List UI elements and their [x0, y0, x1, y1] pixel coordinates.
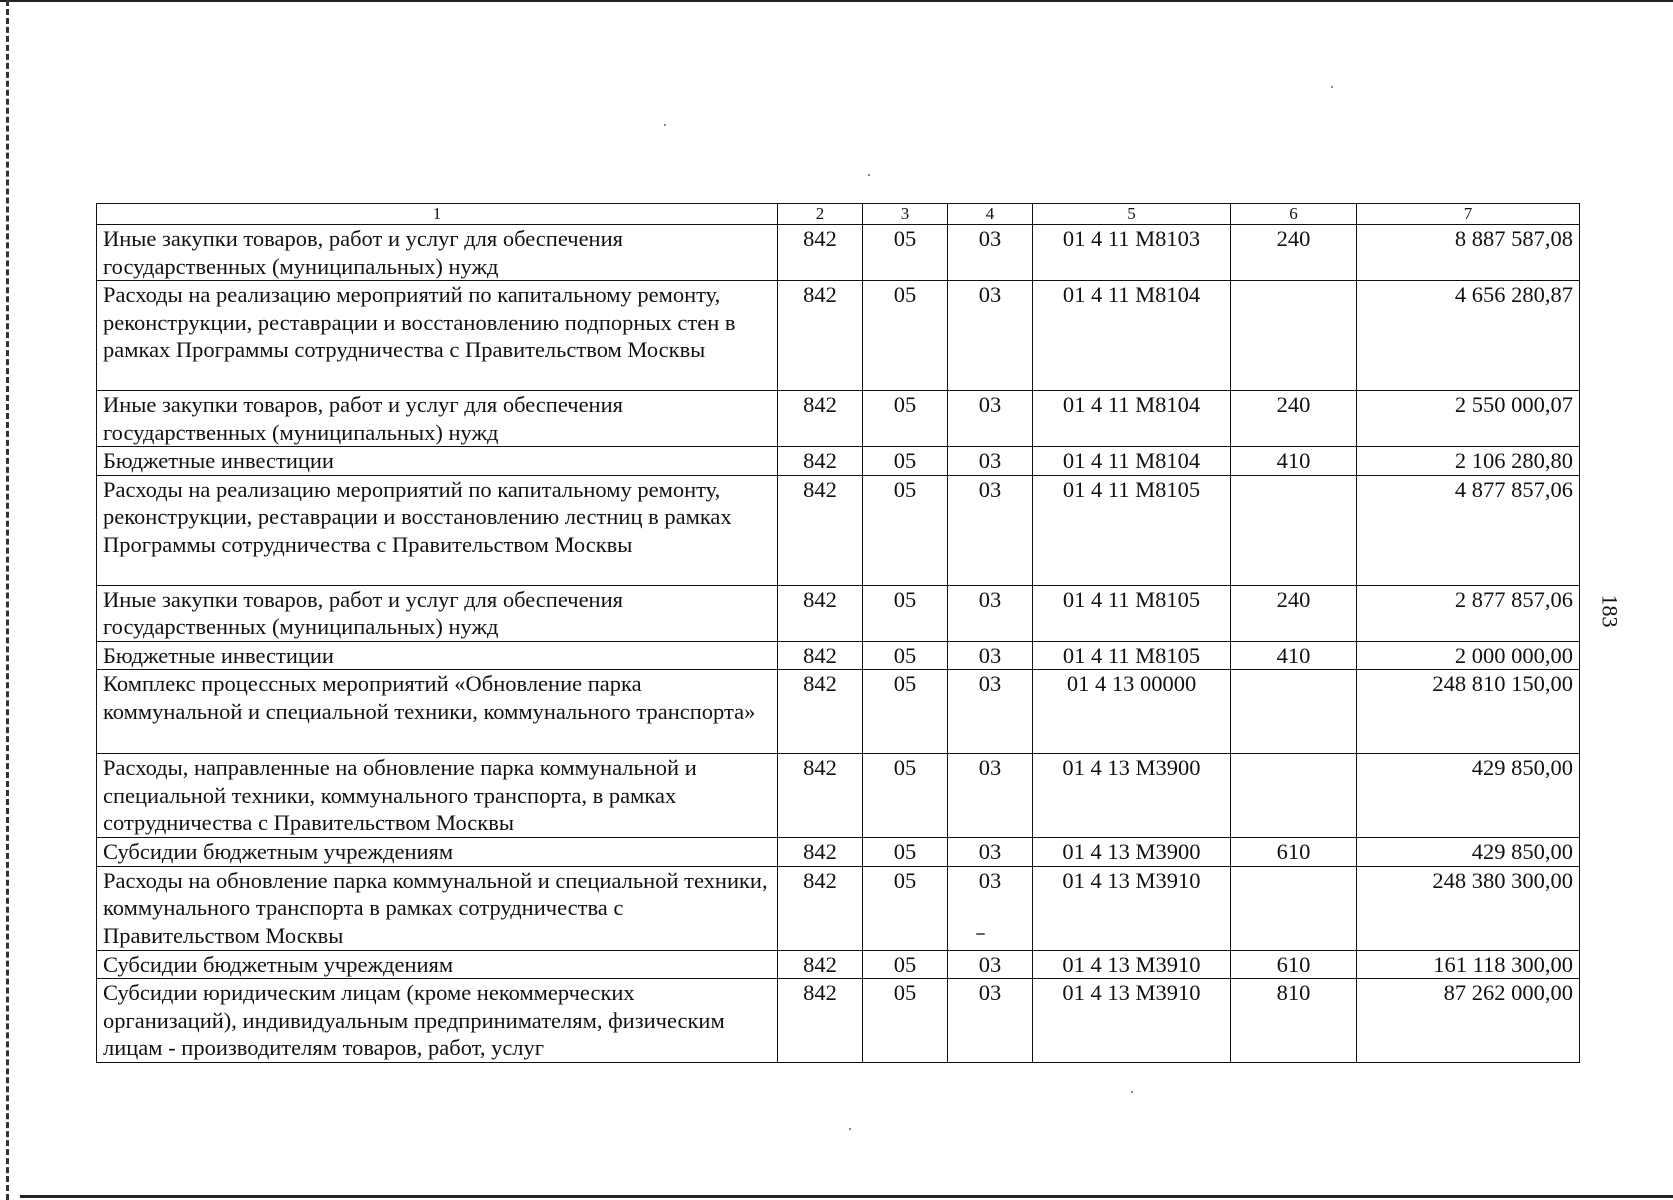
row-col-6: 240	[1231, 225, 1357, 281]
row-col-2: 842	[778, 866, 863, 950]
header-col-1: 1	[97, 204, 778, 225]
row-name: Иные закупки товаров, работ и услуг для обеспечения государственных (муниципальных) нужд	[97, 391, 778, 447]
row-name: Расходы на реализацию мероприятий по капитальному ремонту, реконструкции, реставрации и восстановлению подпорных стен в рамках Программы сотрудничества с Правительством Москвы	[97, 281, 778, 391]
row-col-6: 610	[1231, 838, 1357, 867]
row-col-6: 410	[1231, 447, 1357, 476]
row-col-5: 01 4 13 M3900	[1033, 838, 1231, 867]
row-col-7: 4 877 857,06	[1357, 475, 1580, 585]
row-col-4: 03	[948, 641, 1033, 670]
row-col-5: 01 4 13 00000	[1033, 670, 1231, 754]
row-col-2: 842	[778, 281, 863, 391]
row-col-2: 842	[778, 641, 863, 670]
row-name: Бюджетные инвестиции	[97, 641, 778, 670]
row-col-6	[1231, 281, 1357, 391]
row-col-3: 05	[863, 979, 948, 1063]
row-col-2: 842	[778, 754, 863, 838]
scan-edge-bottom	[20, 1195, 1673, 1198]
row-col-4: 03	[948, 281, 1033, 391]
row-col-7: 2 000 000,00	[1357, 641, 1580, 670]
table-row	[97, 281, 1580, 391]
table-row	[97, 475, 1580, 585]
row-col-3: 05	[863, 866, 948, 950]
header-col-5: 5	[1033, 204, 1231, 225]
table-body	[97, 225, 1580, 1063]
row-col-3: 05	[863, 447, 948, 476]
row-col-4: 03	[948, 670, 1033, 754]
row-col-4: 03	[948, 754, 1033, 838]
header-col-4: 4	[948, 204, 1033, 225]
row-col-5: 01 4 13 M3910	[1033, 979, 1231, 1063]
row-name: Бюджетные инвестиции	[97, 447, 778, 476]
row-col-2: 842	[778, 979, 863, 1063]
row-col-3: 05	[863, 475, 948, 585]
row-name: Расходы на реализацию мероприятий по капитальному ремонту, реконструкции, реставрации и восстановлению лестниц в рамках Программы сотрудничества с Правительством Москвы	[97, 475, 778, 585]
table-row	[97, 838, 1580, 867]
row-col-5: 01 4 13 M3900	[1033, 754, 1231, 838]
row-col-5: 01 4 13 M3910	[1033, 950, 1231, 979]
table-row	[97, 754, 1580, 838]
row-col-2: 842	[778, 391, 863, 447]
row-col-7: 2 550 000,07	[1357, 391, 1580, 447]
scan-speck	[868, 174, 870, 176]
row-col-4: 03	[948, 391, 1033, 447]
row-col-5: 01 4 11 M8105	[1033, 585, 1231, 641]
page-number: 183	[1597, 594, 1623, 628]
row-name: Субсидии бюджетным учреждениям	[97, 950, 778, 979]
row-name: Иные закупки товаров, работ и услуг для обеспечения государственных (муниципальных) нужд	[97, 225, 778, 281]
row-col-5: 01 4 11 M8104	[1033, 281, 1231, 391]
row-col-6	[1231, 670, 1357, 754]
row-col-3: 05	[863, 641, 948, 670]
row-col-2: 842	[778, 838, 863, 867]
row-col-6: 240	[1231, 391, 1357, 447]
row-col-7: 4 656 280,87	[1357, 281, 1580, 391]
row-col-4: 03	[948, 447, 1033, 476]
row-col-6: 810	[1231, 979, 1357, 1063]
row-col-5: 01 4 11 M8105	[1033, 641, 1231, 670]
row-col-3: 05	[863, 225, 948, 281]
row-col-7: 87 262 000,00	[1357, 979, 1580, 1063]
row-col-3: 05	[863, 838, 948, 867]
row-col-5: 01 4 13 M3910	[1033, 866, 1231, 950]
row-col-7: 2 877 857,06	[1357, 585, 1580, 641]
row-name: Иные закупки товаров, работ и услуг для обеспечения государственных (муниципальных) нужд	[97, 585, 778, 641]
row-col-3: 05	[863, 281, 948, 391]
row-col-2: 842	[778, 225, 863, 281]
row-col-2: 842	[778, 585, 863, 641]
table-row	[97, 447, 1580, 476]
row-col-4: 03	[948, 475, 1033, 585]
header-col-2: 2	[778, 204, 863, 225]
scan-edge-top	[0, 0, 1673, 2]
header-col-6: 6	[1231, 204, 1357, 225]
scan-speck	[664, 124, 666, 126]
scan-edge-left	[0, 0, 9, 1200]
row-col-3: 05	[863, 950, 948, 979]
row-col-4: 03	[948, 979, 1033, 1063]
row-name: Расходы, направленные на обновление парка коммунальной и специальной техники, коммунального транспорта, в рамках сотрудничества с Правительством Москвы	[97, 754, 778, 838]
row-col-3: 05	[863, 585, 948, 641]
scan-speck	[1331, 86, 1333, 88]
row-name: Субсидии бюджетным учреждениям	[97, 838, 778, 867]
row-col-3: 05	[863, 670, 948, 754]
row-col-5: 01 4 11 M8105	[1033, 475, 1231, 585]
row-name: Субсидии юридическим лицам (кроме некоммерческих организаций), индивидуальным предпринимателям, физическим лицам - производителям товаров, работ, услуг	[97, 979, 778, 1063]
row-col-7: 429 850,00	[1357, 754, 1580, 838]
scan-speck	[849, 1128, 851, 1130]
row-col-4: 03	[948, 950, 1033, 979]
row-col-6: 240	[1231, 585, 1357, 641]
row-name: Комплекс процессных мероприятий «Обновление парка коммунальной и специальной техники, коммунального транспорта»	[97, 670, 778, 754]
row-col-4: 03	[948, 838, 1033, 867]
row-col-6	[1231, 475, 1357, 585]
row-col-2: 842	[778, 447, 863, 476]
row-col-3: 05	[863, 391, 948, 447]
table-row	[97, 670, 1580, 754]
row-col-6	[1231, 754, 1357, 838]
row-col-5: 01 4 11 M8104	[1033, 391, 1231, 447]
row-col-7: 248 810 150,00	[1357, 670, 1580, 754]
scan-speck	[1131, 1091, 1133, 1093]
row-col-6	[1231, 866, 1357, 950]
row-col-2: 842	[778, 475, 863, 585]
table-row	[97, 225, 1580, 281]
row-name: Расходы на обновление парка коммунальной и специальной техники, коммунального транспорта в рамках сотрудничества с Правительством Москвы	[97, 866, 778, 950]
table-row	[97, 585, 1580, 641]
row-col-7: 429 850,00	[1357, 838, 1580, 867]
row-col-4: 03	[948, 585, 1033, 641]
budget-table	[96, 203, 1580, 1063]
table-row	[97, 641, 1580, 670]
row-col-2: 842	[778, 950, 863, 979]
row-col-4: 03	[948, 866, 1033, 950]
row-col-7: 161 118 300,00	[1357, 950, 1580, 979]
table-header	[97, 204, 1580, 225]
table-row	[97, 979, 1580, 1063]
row-col-3: 05	[863, 754, 948, 838]
header-col-3: 3	[863, 204, 948, 225]
table-row	[97, 950, 1580, 979]
row-col-6: 610	[1231, 950, 1357, 979]
header-col-7: 7	[1357, 204, 1580, 225]
row-col-6: 410	[1231, 641, 1357, 670]
table-row	[97, 866, 1580, 950]
row-col-4: 03	[948, 225, 1033, 281]
table-row	[97, 391, 1580, 447]
row-col-5: 01 4 11 M8103	[1033, 225, 1231, 281]
row-col-7: 2 106 280,80	[1357, 447, 1580, 476]
row-col-7: 8 887 587,08	[1357, 225, 1580, 281]
row-col-5: 01 4 11 M8104	[1033, 447, 1231, 476]
row-col-2: 842	[778, 670, 863, 754]
header-row	[97, 204, 1580, 225]
row-col-7: 248 380 300,00	[1357, 866, 1580, 950]
